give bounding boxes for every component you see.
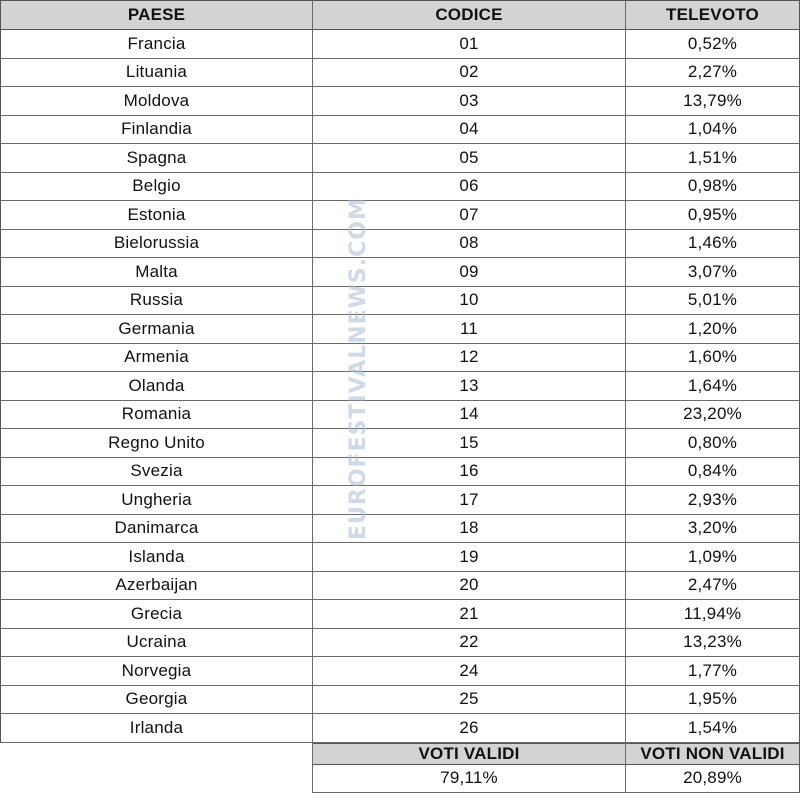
code-cell: 12 [313, 344, 626, 373]
table-row [0, 629, 800, 658]
table-row [0, 173, 800, 202]
table-row [0, 30, 800, 59]
televote-cell: 0,80% [626, 429, 800, 458]
televote-cell: 1,09% [626, 543, 800, 572]
code-cell: 20 [313, 572, 626, 601]
summary-label-row [0, 743, 800, 765]
country-cell: Armenia [0, 344, 313, 373]
country-cell: Georgia [0, 686, 313, 715]
invalid-votes-label: VOTI NON VALIDI [626, 743, 800, 765]
table-row [0, 657, 800, 686]
table-row [0, 87, 800, 116]
televote-cell: 5,01% [626, 287, 800, 316]
country-cell: Francia [0, 30, 313, 59]
televote-cell: 0,52% [626, 30, 800, 59]
code-cell: 11 [313, 315, 626, 344]
televote-cell: 2,93% [626, 486, 800, 515]
country-cell: Grecia [0, 600, 313, 629]
country-cell: Estonia [0, 201, 313, 230]
country-cell: Belgio [0, 173, 313, 202]
code-cell: 14 [313, 401, 626, 430]
code-cell: 22 [313, 629, 626, 658]
header-codice: CODICE [313, 0, 626, 30]
table-header-row [0, 0, 800, 30]
country-cell: Romania [0, 401, 313, 430]
televote-cell: 3,20% [626, 515, 800, 544]
country-cell: Regno Unito [0, 429, 313, 458]
televote-cell: 3,07% [626, 258, 800, 287]
code-cell: 09 [313, 258, 626, 287]
table-row [0, 201, 800, 230]
code-cell: 02 [313, 59, 626, 88]
country-cell: Danimarca [0, 515, 313, 544]
country-cell: Malta [0, 258, 313, 287]
country-cell: Islanda [0, 543, 313, 572]
table-row [0, 144, 800, 173]
table-row [0, 458, 800, 487]
code-cell: 16 [313, 458, 626, 487]
table-row [0, 686, 800, 715]
televote-cell: 0,98% [626, 173, 800, 202]
televote-cell: 1,64% [626, 372, 800, 401]
televote-cell: 1,20% [626, 315, 800, 344]
televote-cell: 2,47% [626, 572, 800, 601]
code-cell: 18 [313, 515, 626, 544]
televote-cell: 1,46% [626, 230, 800, 259]
televote-cell: 11,94% [626, 600, 800, 629]
televote-cell: 1,95% [626, 686, 800, 715]
code-cell: 05 [313, 144, 626, 173]
table-row [0, 486, 800, 515]
invalid-votes-value: 20,89% [626, 765, 800, 793]
table-row [0, 372, 800, 401]
table-row [0, 230, 800, 259]
table-row [0, 429, 800, 458]
summary-blank-cell [0, 765, 313, 793]
code-cell: 26 [313, 714, 626, 743]
summary-blank-cell [0, 743, 313, 765]
televote-cell: 0,95% [626, 201, 800, 230]
country-cell: Olanda [0, 372, 313, 401]
country-cell: Svezia [0, 458, 313, 487]
televote-cell: 13,23% [626, 629, 800, 658]
country-cell: Finlandia [0, 116, 313, 145]
header-televoto: TELEVOTO [626, 0, 800, 30]
televote-cell: 1,77% [626, 657, 800, 686]
table-row [0, 59, 800, 88]
code-cell: 25 [313, 686, 626, 715]
televote-cell: 0,84% [626, 458, 800, 487]
code-cell: 17 [313, 486, 626, 515]
table-row [0, 258, 800, 287]
televote-cell: 2,27% [626, 59, 800, 88]
table-row [0, 714, 800, 743]
valid-votes-label: VOTI VALIDI [313, 743, 626, 765]
code-cell: 04 [313, 116, 626, 145]
table-row [0, 315, 800, 344]
table-row [0, 600, 800, 629]
table-row [0, 116, 800, 145]
code-cell: 01 [313, 30, 626, 59]
country-cell: Russia [0, 287, 313, 316]
table-row [0, 401, 800, 430]
code-cell: 13 [313, 372, 626, 401]
table-row [0, 572, 800, 601]
header-paese: PAESE [0, 0, 313, 30]
country-cell: Germania [0, 315, 313, 344]
table-row [0, 543, 800, 572]
code-cell: 19 [313, 543, 626, 572]
valid-votes-value: 79,11% [313, 765, 626, 793]
country-cell: Azerbaijan [0, 572, 313, 601]
code-cell: 08 [313, 230, 626, 259]
table-row [0, 344, 800, 373]
table-row [0, 515, 800, 544]
code-cell: 03 [313, 87, 626, 116]
country-cell: Ucraina [0, 629, 313, 658]
country-cell: Norvegia [0, 657, 313, 686]
country-cell: Bielorussia [0, 230, 313, 259]
summary-value-row [0, 765, 800, 793]
televote-cell: 13,79% [626, 87, 800, 116]
country-cell: Ungheria [0, 486, 313, 515]
table-row [0, 287, 800, 316]
code-cell: 07 [313, 201, 626, 230]
televote-cell: 1,04% [626, 116, 800, 145]
country-cell: Moldova [0, 87, 313, 116]
televote-cell: 1,60% [626, 344, 800, 373]
code-cell: 15 [313, 429, 626, 458]
country-cell: Spagna [0, 144, 313, 173]
code-cell: 21 [313, 600, 626, 629]
televote-cell: 1,54% [626, 714, 800, 743]
televote-cell: 1,51% [626, 144, 800, 173]
country-cell: Irlanda [0, 714, 313, 743]
watermark: EUROFESTIVALNEWS.COM [346, 197, 371, 540]
televote-cell: 23,20% [626, 401, 800, 430]
country-cell: Lituania [0, 59, 313, 88]
code-cell: 10 [313, 287, 626, 316]
code-cell: 06 [313, 173, 626, 202]
code-cell: 24 [313, 657, 626, 686]
